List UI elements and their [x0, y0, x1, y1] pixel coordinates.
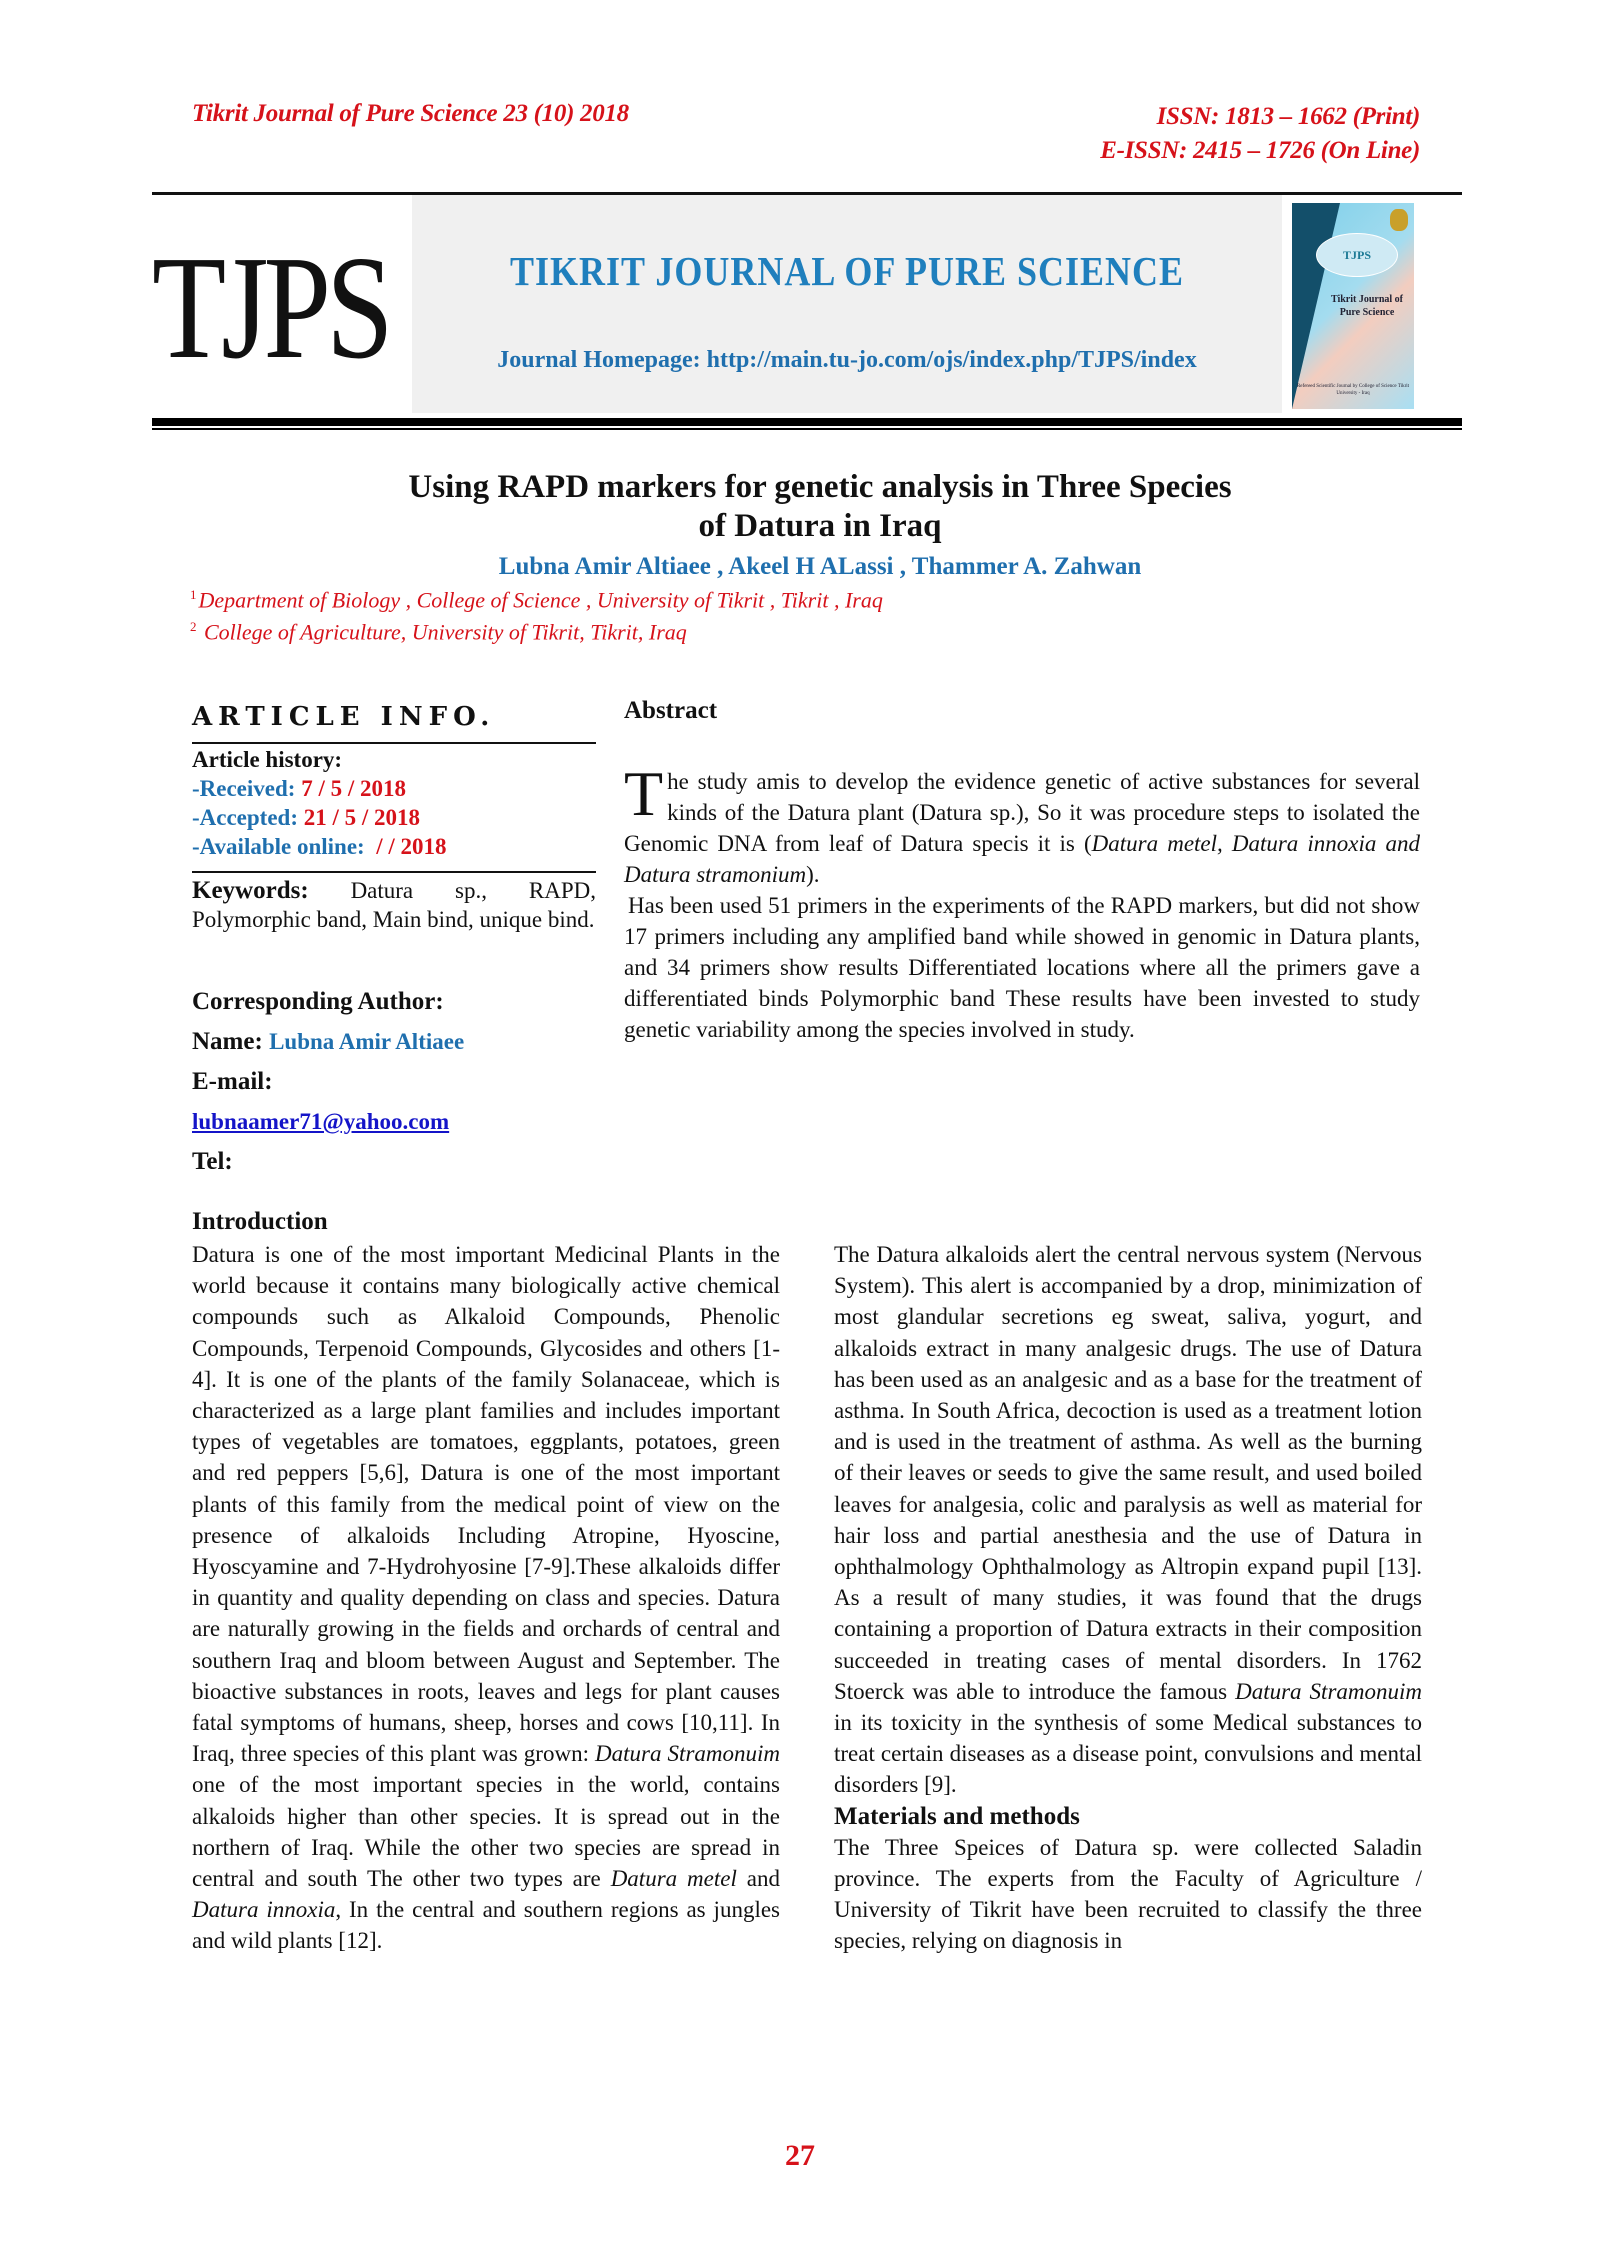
email-label: E-mail:: [192, 1068, 273, 1095]
article-info-heading: ARTICLE INFO.: [192, 702, 496, 732]
running-journal-title: Tikrit Journal of Pure Science 23 (10) 2018: [192, 100, 629, 127]
affiliation-2: $^2$ College of Agriculture, University of Tikrit, Tikrit, Iraq: [190, 619, 687, 645]
received-date: -Received: 7 / 5 / 2018: [192, 776, 406, 801]
page-number: 27: [785, 2139, 815, 2172]
divider: [192, 871, 596, 873]
introduction-right-column: [834, 1239, 1422, 1956]
intro-continued: The Datura alkaloids alert the central nervous system (Nervous System). This alert is accompanied by a drop, minimization of most glandular secretions eg sweat, saliva, yogurt, and alkaloids extract in many analgesic drugs. The use of Datura has been used as an analgesic and as a base for the treatment of asthma. In South Africa, decoction is used as a treatment lotion and is used in the treatment of asthma. As well as the burning of their leaves or seeds to give the same result, and used boiled leaves for analgesia, colic and paralysis as well as material for hair loss and partial anesthesia and the use of Datura in ophthalmology Ophthalmology as Altropin expand pupil [13]. As a result of many studies, it was found that the drugs containing a proportion of Datura extracts in their composition succeeded in treating cases of mental disorders. In 1762 Stoerck was able to introduce the famous Datura Stramonuim in its toxicity in the synthesis of some Medical substances to treat certain diseases as a disease point, convulsions and mental disorders [9].: [834, 1242, 1423, 1798]
materials-text: The Three Speices of Datura sp. were collected Saladin province. The experts from the Faculty of Agriculture / University of Tikrit have been recruited to classify the three species, relying on diagnosis in: [834, 1834, 1422, 1954]
abstract-heading: Abstract: [624, 697, 718, 724]
article-title: Using RAPD markers for genetic analysis in Three Species of Datura in Iraq: [408, 469, 1232, 544]
cover-title: Tikrit Journal of Pure Science: [1330, 294, 1404, 318]
article-history: [192, 746, 447, 861]
banner-bottom-rule-thin: [152, 428, 1462, 430]
email-link[interactable]: lubnaamer71@yahoo.com: [192, 1109, 450, 1134]
abstract-paragraph-2: Has been used 51 primers in the experiments of the RAPD markers, but did not show 17 primers including any amplified band while showed in genomic in Datura plants, and 34 primers show results Differentiated locations where all the primers gave a differentiated binds Polymorphic band These results have been invested to study genetic variability among the species involved in study.: [624, 893, 1420, 1042]
materials-heading: Materials and methods: [834, 1802, 1080, 1830]
introduction-left-column: Datura is one of the most important Medicinal Plants in the world because it contains many biologically active chemical compounds such as Alkaloid Compounds, Phenolic Compounds, Terpenoid Compounds, Glycosides and others [1-4]. It is one of the plants of the family Solanaceae, which is characterized as a large plant families and includes important types of vegetables are tomatoes, eggplants, potatoes, green and red peppers [5,6], Datura is one of the most important plants of this family from the medical point of view on the presence of alkaloids Including Atropine, Hyoscine, Hyoscyamine and 7-Hydrohyosine [7-9].These alkaloids differ in quantity and quality depending on class and species. Datura are naturally growing in the fields and orchards of central and southern Iraq and bloom between August and September. The bioactive substances in roots, leaves and legs for plant causes fatal symptoms of humans, sheep, horses and cows [10,11]. In Iraq, three species of this plant was grown: Datura Stramonuim one of the most important species in the world, contains alkaloids higher than other species. It is spread out in the northern of Iraq. While the other two species are spread in central and south The other two types are Datura metel and Datura innoxia, In the central and southern regions as jungles and wild plants [12].: [192, 1242, 781, 1954]
drop-cap: T: [624, 758, 664, 829]
history-label: Article history:: [192, 747, 343, 772]
journal-banner: [152, 195, 1462, 417]
issn-online: E-ISSN: 2415 – 1726 (On Line): [1100, 137, 1420, 164]
author-list: Lubna Amir Altiaee , Akeel H ALassi , Thammer A. Zahwan: [498, 553, 1142, 580]
cover-footer: Refereed Scientific Journal by College of Science Tikrit University - Iraq: [1296, 384, 1410, 396]
journal-name: TIKRIT JOURNAL OF PURE SCIENCE: [509, 248, 1185, 294]
abstract-body: [624, 758, 1420, 1045]
banner-panel: [412, 195, 1282, 413]
abstract-paragraph-1: The study amis to develop the evidence genetic of active substances for several kinds of the Datura plant (Datura sp.), So it was procedure steps to isolated the Genomic DNA from leaf of Datura specis it is (Datura metel, Datura innoxia and Datura stramonium).: [624, 758, 1420, 887]
journal-cover-image: [1292, 203, 1414, 409]
corr-label: Corresponding Author:: [192, 988, 444, 1015]
tjps-logo: TJPS: [152, 226, 389, 390]
corr-name: Name: Lubna Amir Altiaee: [192, 1028, 465, 1055]
keywords: Keywords: Datura sp., RAPD, Polymorphic band, Main bind, unique bind.: [192, 877, 596, 932]
accepted-date: -Accepted: 21 / 5 / 2018: [192, 805, 421, 830]
issn-print: ISSN: 1813 – 1662 (Print): [1156, 103, 1420, 130]
journal-homepage-link[interactable]: Journal Homepage: http://main.tu-jo.com/ojs/index.php/TJPS/index: [497, 347, 1197, 373]
corresponding-author: [192, 982, 464, 1182]
university-emblem-icon: [1390, 209, 1408, 231]
introduction-heading: Introduction: [192, 1208, 328, 1235]
divider: [192, 742, 596, 744]
affiliation-1: $^1$Department of Biology , College of Science , University of Tikrit , Tikrit , Iraq: [190, 587, 883, 613]
cover-oval-logo: TJPS: [1316, 233, 1398, 277]
issn-block: [1100, 100, 1420, 168]
tel-label: Tel:: [192, 1148, 233, 1175]
banner-bottom-rule: [152, 418, 1462, 426]
online-date: -Available online: / / 2018: [192, 834, 447, 859]
